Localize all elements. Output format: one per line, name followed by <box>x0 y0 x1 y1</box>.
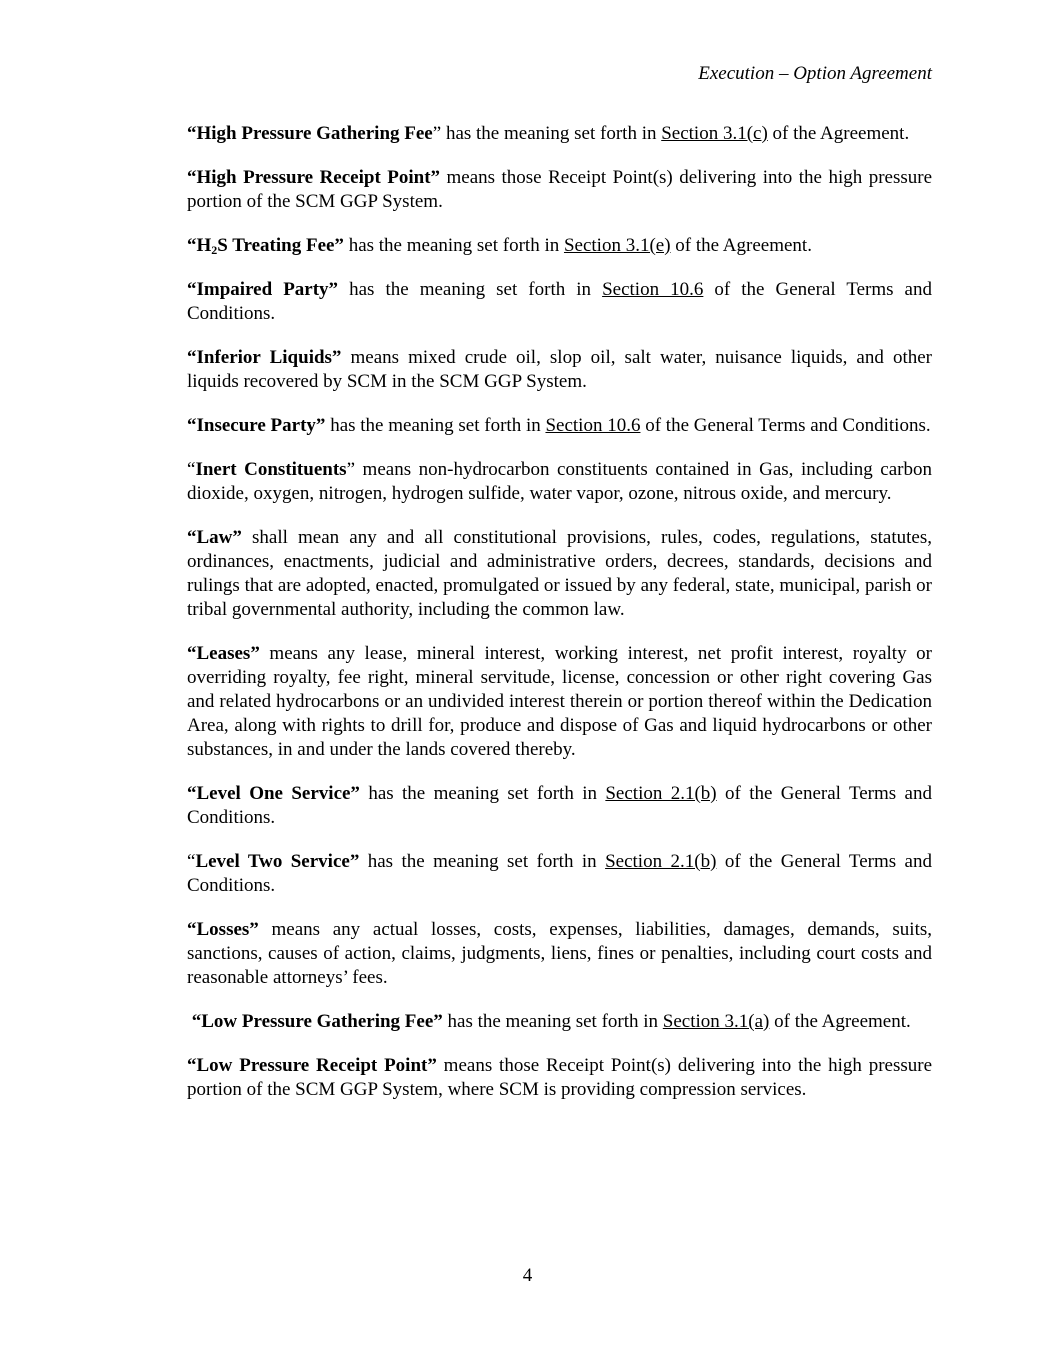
definition-text: of the Agreement. <box>769 1011 911 1032</box>
section-reference: Section 3.1(a) <box>662 1011 770 1032</box>
definition-term: “Low Pressure Receipt Point” <box>187 1055 437 1076</box>
definition-high-pressure-gathering-fee <box>187 122 932 146</box>
definition-text: means any lease, mineral interest, working interest, net profit interest, royalty or overriding royalty, fee right, mineral servitude, license, concession or other right covering Gas and related hydrocarbons or an undivided interest therein or portion thereof within the Dedication Area, along with rights to drill for, produce and dispose of Gas and liquid hydrocarbons or other substances, in and under the lands covered thereby. <box>187 643 932 760</box>
definition-term: “Leases” <box>187 643 260 664</box>
definition-impaired-party <box>187 278 932 326</box>
section-reference: Section 3.1(e) <box>563 235 671 256</box>
term-text: “H <box>187 235 212 256</box>
definition-text: has the meaning set forth in <box>338 279 603 300</box>
definition-inert-constituents <box>187 458 932 506</box>
definition-term: “Impaired Party” <box>187 279 339 300</box>
definition-term: “High Pressure Receipt Point” <box>187 167 441 188</box>
definition-text: has the meaning set forth in <box>359 851 606 872</box>
definition-text: of the General Terms and Conditions. <box>640 415 931 436</box>
definition-term: “Law” <box>187 527 242 548</box>
definition-term: “Low Pressure Gathering Fee” <box>187 1011 443 1032</box>
definition-term: “Losses” <box>187 919 259 940</box>
definition-text: of the General Terms and Conditions. <box>187 783 932 828</box>
definition-text: of the Agreement. <box>767 123 910 144</box>
definition-text: means those Receipt Point(s) delivering into the high pressure portion of the SCM GGP System. <box>187 167 933 212</box>
definition-text: of the General Terms and Conditions. <box>187 279 932 324</box>
definition-low-pressure-gathering-fee <box>187 1010 932 1034</box>
term-text: S Treating Fee” <box>217 235 344 256</box>
definition-text: has the meaning set forth in <box>441 123 662 144</box>
close-quote: ” <box>432 123 442 144</box>
definition-level-two-service <box>187 850 932 898</box>
definition-inferior-liquids <box>187 346 932 394</box>
definition-insecure-party <box>187 414 932 438</box>
definition-level-one-service <box>187 782 932 830</box>
section-reference: Section 10.6 <box>602 279 704 300</box>
definition-text: has the meaning set forth in <box>343 235 564 256</box>
section-reference: Section 10.6 <box>545 415 641 436</box>
definition-text: shall mean any and all constitutional provisions, rules, codes, regulations, statutes, ordinances, enactments, judicial and administrative orders, decrees, standards, decisions and rulings that are adopted, enacted, promulgated or issued by any federal, state, municipal, parish or tribal governmental authority, including the common law. <box>187 527 932 620</box>
definition-term: “Inferior Liquids” <box>187 347 342 368</box>
definition-law <box>187 526 932 622</box>
close-quote: ” <box>346 459 355 480</box>
definition-text: means those Receipt Point(s) delivering into the high pressure portion of the SCM GGP System, where SCM is providing compression services. <box>187 1055 933 1100</box>
open-quote: “ <box>187 851 196 872</box>
definition-term: “Insecure Party” <box>187 415 326 436</box>
open-quote: “ <box>187 123 197 144</box>
definition-term: Inert Constituents <box>195 459 347 480</box>
definition-text: of the General Terms and Conditions. <box>187 851 932 896</box>
definition-text: has the meaning set forth in <box>359 783 606 804</box>
definition-text: means mixed crude oil, slop oil, salt water, nuisance liquids, and other liquids recovered by SCM in the SCM GGP System. <box>187 347 932 392</box>
document-header: Execution – Option Agreement <box>698 63 932 84</box>
open-quote: “ <box>187 459 196 480</box>
section-reference: Section 3.1(c) <box>661 123 768 144</box>
definition-high-pressure-receipt-point <box>187 166 932 214</box>
definitions-list <box>187 122 932 1122</box>
definition-text: of the Agreement. <box>670 235 812 256</box>
definition-h2s-treating-fee <box>187 234 932 258</box>
page-number: 4 <box>522 1265 533 1286</box>
definition-term: “Level One Service” <box>187 783 360 804</box>
definition-text: means any actual losses, costs, expenses, liabilities, damages, demands, suits, sanctions, causes of action, claims, judgments, liens, fines or penalties, including court costs and reasonable attorneys’ fees. <box>187 919 932 988</box>
definition-text: has the meaning set forth in <box>442 1011 663 1032</box>
definition-term <box>187 235 344 256</box>
section-reference: Section 2.1(b) <box>605 851 717 872</box>
term-text: High Pressure Gathering Fee <box>196 123 433 144</box>
definition-term: Level Two Service” <box>195 851 360 872</box>
definition-low-pressure-receipt-point <box>187 1054 932 1102</box>
definition-text: has the meaning set forth in <box>325 415 546 436</box>
definition-losses <box>187 918 932 990</box>
subscript: 2 <box>211 243 218 257</box>
section-reference: Section 2.1(b) <box>605 783 717 804</box>
definition-text: means non-hydrocarbon constituents contained in Gas, including carbon dioxide, oxygen, nitrogen, hydrogen sulfide, water vapor, ozone, nitrous oxide, and mercury. <box>187 459 932 504</box>
definition-leases <box>187 642 932 762</box>
definition-term <box>187 123 433 144</box>
